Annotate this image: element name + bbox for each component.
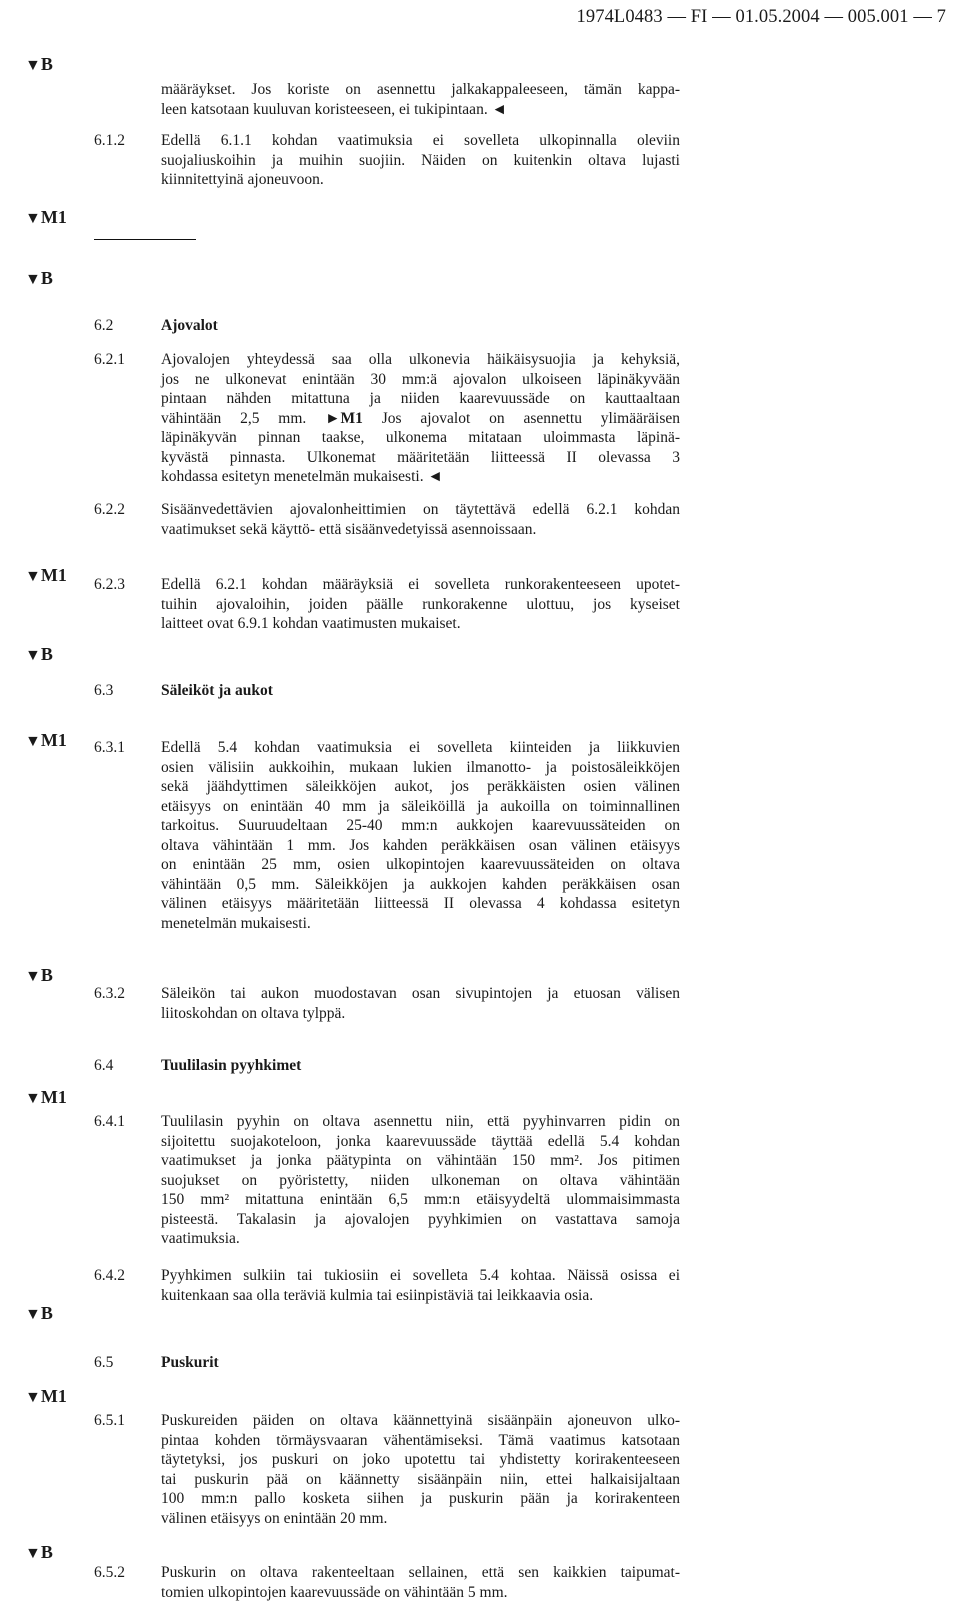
text-line: kyvästä pinnasta. Ulkonemat määritetään liitteessä II olevassa 3 <box>161 448 680 468</box>
section-number: 6.5.1 <box>94 1411 125 1431</box>
text-line: jos ne ulkonevat enintään 30 mm:ä ajovalon ulkoiseen läpinäkyvään <box>161 370 680 390</box>
section-number: 6.4 <box>94 1056 113 1076</box>
text-line: välinen etäisyys määritetään liitteessä II olevassa 4 kohdassa esitetyn <box>161 894 680 914</box>
text-line: on enintään 25 mm, osien ulkopintojen kaarevuussäteiden on oltava <box>161 855 680 875</box>
text-line: vaatimuksia. <box>161 1229 680 1249</box>
amendment-start-marker: ►M1 <box>325 410 363 427</box>
text-line: Säleikön tai aukon muodostavan osan sivupintojen ja etuosan välisen <box>161 984 680 1004</box>
text-line: menetelmän mukaisesti. <box>161 914 680 934</box>
deletion-rule <box>94 239 196 240</box>
section-title: Ajovalot <box>161 316 218 336</box>
paragraph-6-3-1 <box>161 738 680 933</box>
section-number: 6.2.2 <box>94 500 125 520</box>
triangle-down-icon: ▼ <box>25 210 41 227</box>
marker-b: ▼B <box>25 1541 53 1565</box>
paragraph-6-5-2 <box>161 1563 680 1602</box>
text-line: pisteestä. Takalasin ja ajovalojen pyyhkimien on vastattava samoja <box>161 1210 680 1230</box>
marker-m1: ▼M1 <box>25 206 67 230</box>
text-line: sijoitettu suojakoteloon, jonka kaarevuussäde täyttää edellä 5.4 kohdan <box>161 1132 680 1152</box>
text-line: osien välisiin aukkoihin, mukaan lukien ilmanotto- ja poistosäleikköjen <box>161 758 680 778</box>
text-line: Sisäänvedettävien ajovalonheittimien on täytettävä edellä 6.2.1 kohdan <box>161 500 680 520</box>
text-line: etäisyys on enintään 40 mm ja säleiköillä ja aukoilla on toiminnallinen <box>161 797 680 817</box>
triangle-down-icon: ▼ <box>25 1306 41 1323</box>
text-line: tomien ulkopintojen kaarevuussäde on vähintään 5 mm. <box>161 1583 680 1602</box>
section-title: Puskurit <box>161 1353 219 1373</box>
marker-b: ▼B <box>25 643 53 667</box>
text-line: Puskurin on oltava rakenteeltaan sellainen, että sen kaikkien taipumat- <box>161 1563 680 1583</box>
text-line: Edellä 6.2.1 kohdan määräyksiä ei sovelleta runkorakenteeseen upotet- <box>161 575 680 595</box>
paragraph-continuation <box>161 80 680 119</box>
text-line: vaatimukset ja jonka päätypinta on vähintään 150 mm². Jos pitimen <box>161 1151 680 1171</box>
section-number: 6.2 <box>94 316 113 336</box>
section-number: 6.2.3 <box>94 575 125 595</box>
text-line: suojaliuskoihin ja muihin suojiin. Näiden on kuitenkin oltava lujasti <box>161 151 680 171</box>
text-line: Puskureiden päiden on oltava käännettyinä sisäänpäin ajoneuvon ulko- <box>161 1411 680 1431</box>
section-number: 6.1.2 <box>94 131 125 151</box>
text-line: vähintään 2,5 mm. ►M1 Jos ajovalot on asennettu ylimääräisen <box>161 409 680 429</box>
paragraph-6-4-2 <box>161 1266 680 1305</box>
text-line: sekä jäähdyttimen säleikköjen aukot, jos peräkkäisten osien välinen <box>161 777 680 797</box>
text-line: läpinäkyvän pinnan taakse, ulkonema mitataan uloimmasta läpinä- <box>161 428 680 448</box>
text-line: liitoskohdan on oltava tylppä. <box>161 1004 680 1024</box>
section-number: 6.4.1 <box>94 1112 125 1132</box>
triangle-down-icon: ▼ <box>25 647 41 664</box>
text-line: määräykset. Jos koriste on asennettu jalkakappaleeseen, tämän kappa- <box>161 80 680 100</box>
section-title: Tuulilasin pyyhkimet <box>161 1056 301 1076</box>
triangle-down-icon: ▼ <box>25 1545 41 1562</box>
text-line: Edellä 5.4 kohdan vaatimuksia ei sovelleta kiinteiden ja liikkuvien <box>161 738 680 758</box>
paragraph-6-1-2 <box>161 131 680 190</box>
marker-m1: ▼M1 <box>25 564 67 588</box>
text-line: tai puskurin pää on käännetty sisäänpäin niin, ettei halkaisijaltaan <box>161 1470 680 1490</box>
text-line: vaatimukset sekä käyttö- että sisäänvedetyissä asennoissaan. <box>161 520 680 540</box>
text-line: kuitenkaan saa olla teräviä kulmia tai esiinpistäviä tai leikkaavia osia. <box>161 1286 680 1306</box>
paragraph-6-2-3 <box>161 575 680 634</box>
marker-b: ▼B <box>25 53 53 77</box>
section-number: 6.3 <box>94 681 113 701</box>
text-line: Ajovalojen yhteydessä saa olla ulkonevia häikäisysuojia ja kehyksiä, <box>161 350 680 370</box>
paragraph-6-4-1 <box>161 1112 680 1249</box>
text-line: leen katsotaan kuuluvan koristeeseen, ei tukipintaan. ◄ <box>161 100 680 120</box>
triangle-down-icon: ▼ <box>25 968 41 985</box>
marker-b: ▼B <box>25 267 53 291</box>
triangle-down-icon: ▼ <box>25 733 41 750</box>
marker-b: ▼B <box>25 1302 53 1326</box>
section-number: 6.3.1 <box>94 738 125 758</box>
text-line: 150 mm² mitattuna enintään 6,5 mm:n etäisyydeltä ulommaisimmasta <box>161 1190 680 1210</box>
text-line: Pyyhkimen sulkiin tai tukiosiin ei sovelleta 5.4 kohtaa. Näissä osissa ei <box>161 1266 680 1286</box>
text-line: kiinnitettyinä ajoneuvoon. <box>161 170 680 190</box>
section-number: 6.5.2 <box>94 1563 125 1583</box>
document-header: 1974L0483 — FI — 01.05.2004 — 005.001 — 7 <box>577 7 946 28</box>
text-line: 100 mm:n pallo kosketa siihen ja puskurin pään ja korirakenteen <box>161 1489 680 1509</box>
text-line: välinen etäisyys on enintään 20 mm. <box>161 1509 680 1529</box>
text-line: kohdassa esitetyn menetelmän mukaisesti. ◄ <box>161 467 680 487</box>
paragraph-6-3-2 <box>161 984 680 1023</box>
text-line: laitteet ovat 6.9.1 kohdan vaatimusten mukaiset. <box>161 614 680 634</box>
text-line: oltava vähintään 1 mm. Jos kahden peräkkäisen osan välinen etäisyys <box>161 836 680 856</box>
triangle-down-icon: ▼ <box>25 568 41 585</box>
text-line: pintaa kohden törmäysvaaran vähentämiseksi. Tämä vaatimus katsotaan <box>161 1431 680 1451</box>
marker-m1: ▼M1 <box>25 729 67 753</box>
marker-b: ▼B <box>25 964 53 988</box>
triangle-down-icon: ▼ <box>25 1389 41 1406</box>
paragraph-6-5-1 <box>161 1411 680 1528</box>
paragraph-6-2-1 <box>161 350 680 487</box>
section-number: 6.3.2 <box>94 984 125 1004</box>
triangle-down-icon: ▼ <box>25 1090 41 1107</box>
text-line: pintaan nähden mitattuna ja niiden kaarevuussäde on kauttaaltaan <box>161 389 680 409</box>
section-title: Säleiköt ja aukot <box>161 681 273 701</box>
section-number: 6.5 <box>94 1353 113 1373</box>
text-line: suojukset on pyöristetty, niiden ulkoneman on oltava vähintään <box>161 1171 680 1191</box>
triangle-down-icon: ▼ <box>25 271 41 288</box>
text-line: täytetyksi, jos puskuri on joko upotettu tai yhdistetty korirakenteeseen <box>161 1450 680 1470</box>
text-line: Edellä 6.1.1 kohdan vaatimuksia ei sovelleta ulkopinnalla oleviin <box>161 131 680 151</box>
marker-m1: ▼M1 <box>25 1385 67 1409</box>
text-line: tuihin ajovaloihin, joiden päälle runkorakenne ulottuu, jos kyseiset <box>161 595 680 615</box>
text-line: Tuulilasin pyyhin on oltava asennettu niin, että pyyhinvarren pidin on <box>161 1112 680 1132</box>
paragraph-6-2-2 <box>161 500 680 539</box>
triangle-down-icon: ▼ <box>25 57 41 74</box>
section-number: 6.4.2 <box>94 1266 125 1286</box>
text-line: vähintään 0,5 mm. Säleikköjen ja aukkojen kahden peräkkäisen osan <box>161 875 680 895</box>
section-number: 6.2.1 <box>94 350 125 370</box>
marker-m1: ▼M1 <box>25 1086 67 1110</box>
text-line: tarkoitus. Suuruudeltaan 25-40 mm:n aukkojen kaarevuussäteiden on <box>161 816 680 836</box>
